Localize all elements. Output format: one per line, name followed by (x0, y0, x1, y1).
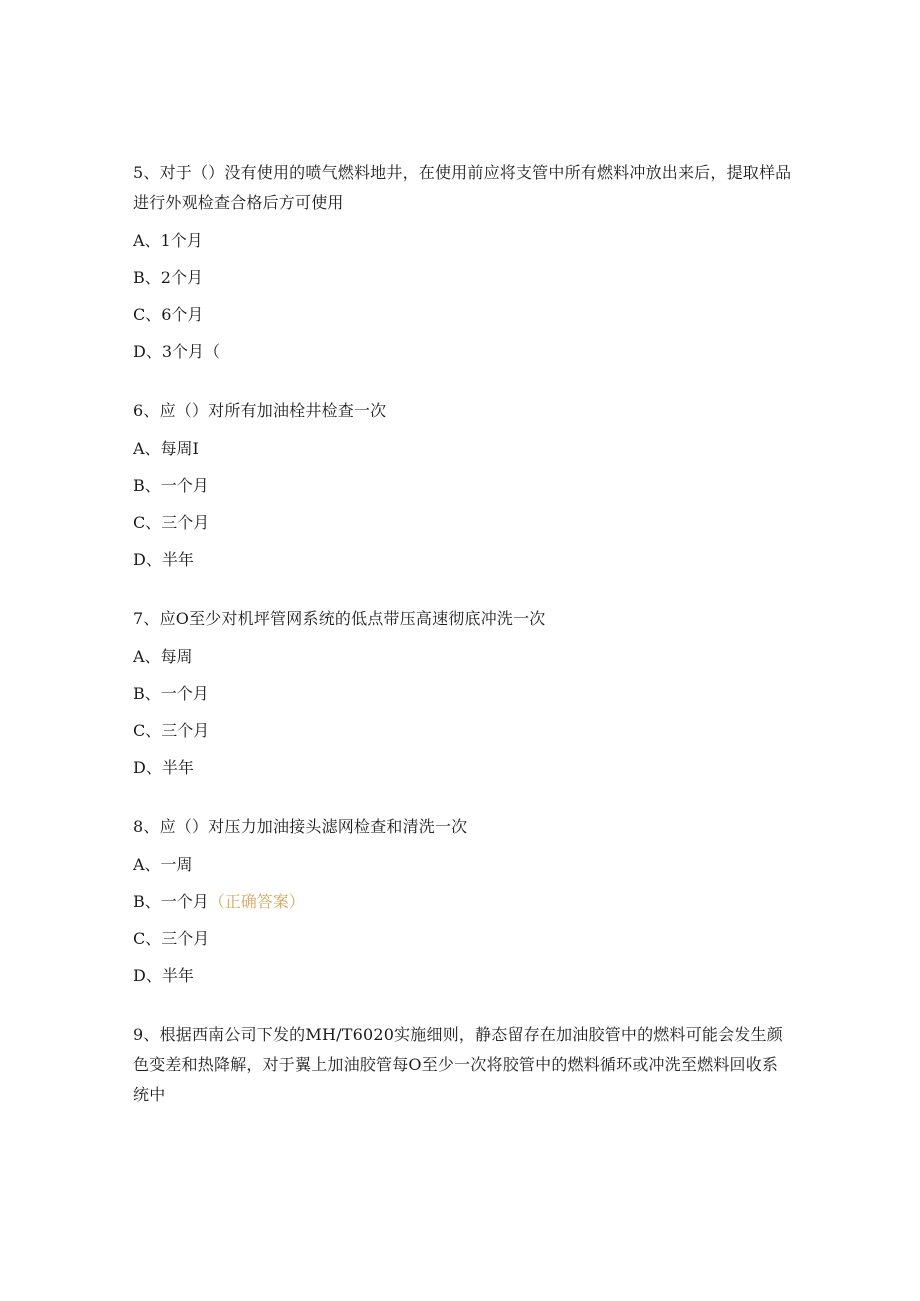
correct-answer-tag: （正确答案） (208, 892, 305, 911)
question-6-option-c: C、三个月 (133, 513, 210, 532)
question-5-option-a: A、1个月 (133, 231, 203, 250)
question-8-stem: 8、应（）对压力加油接头滤网检查和清洗一次 (133, 817, 468, 836)
question-8-option-b-label: B、一个月 (133, 892, 209, 911)
question-7-option-b: B、一个月 (133, 684, 209, 703)
question-7-option-c: C、三个月 (133, 721, 210, 740)
question-5-stem: 5、对于（）没有使用的喷气燃料地井，在使用前应将支管中所有燃料冲放出来后，提取样品进行外观检查合格后方可使用 (133, 163, 792, 212)
question-9-stem: 9、根据西南公司下发的MH/T6020实施细则，静态留存在加油胶管中的燃料可能会发生颜色变差和热降解，对于翼上加油胶管每O至少一次将胶管中的燃料循环或冲洗至燃料回收系统中 (133, 1025, 783, 1104)
question-5-option-d: D、3个月（ (133, 342, 221, 361)
question-7-option-a: A、每周 (133, 647, 193, 666)
question-7-option-d: D、半年 (133, 758, 194, 777)
question-6-option-a: A、每周I (133, 439, 199, 458)
question-8-option-c: C、三个月 (133, 929, 210, 948)
question-5-option-b: B、2个月 (133, 268, 203, 287)
question-6-stem: 6、应（）对所有加油栓井检查一次 (133, 401, 387, 420)
question-7-stem: 7、应O至少对机坪管网系统的低点带压高速彻底冲洗一次 (133, 609, 546, 628)
question-6-option-d: D、半年 (133, 550, 194, 569)
question-8-option-d: D、半年 (133, 966, 194, 985)
question-8-option-b (133, 891, 305, 913)
question-8-option-a: A、一周 (133, 855, 193, 874)
question-5-option-c: C、6个月 (133, 305, 204, 324)
question-6-option-b: B、一个月 (133, 476, 209, 495)
